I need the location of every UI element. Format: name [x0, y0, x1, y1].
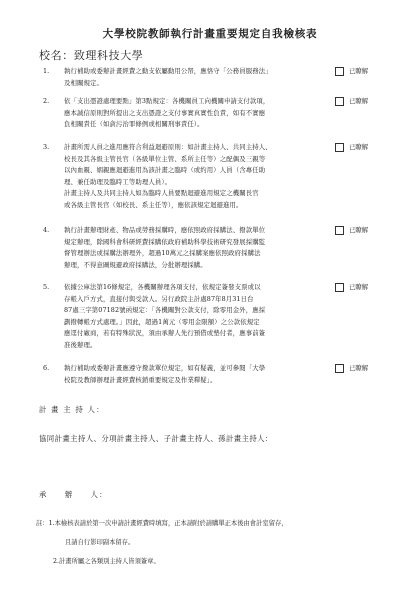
item-text: 依「支出憑證處理要點」第3點規定：各機關員工向機關申請支付款項， 應本誠信原則對所提出之支出憑證之支付事實真實性負責，如有不實應 負相關責任（如貪污治罪條例或相關刑事責任）。 [64, 97, 270, 128]
checkbox-box[interactable] [335, 143, 344, 152]
understood-checkbox[interactable] [335, 364, 385, 374]
item-text: 依據公庫法第16條規定，各機關辦理各項支付，依規定簽發支票或以 存帳入戶方式，直接付與受款人。另行政院主計處87年8月31日台 87處三字第07182號函規定：「各機關對公款支付，除零用金外，應採 劃撥轉帳方式處理。」因此，超過1萬元（零用金限額）之公款依規定 應逕付廠商，若有特殊狀況，須由承辦人先行預借或墊付者，應事前簽 准後辦理。 [64, 283, 266, 349]
item-number: 3. [43, 143, 50, 151]
understood-checkbox[interactable] [335, 283, 385, 293]
pi-signature-label: 計 畫 主 持 人： [39, 405, 105, 414]
checkbox-box[interactable] [335, 283, 344, 292]
school-name: 致理科技大學 [73, 49, 144, 62]
school-line [39, 47, 143, 63]
item-text: 計畫所需人員之進用應符合利益迴避原則：如計畫主持人、共同主持人、 校長及其各級主管長官（各級單位主管、系所主任等）之配偶及三親等 以內血親、姻親應迴避進用為該計畫之臨時（或約用）人員（含專任助 理、兼任助理及臨時工等助理人員）。 計畫主持人及共同主持人如為臨時人員要點迴避進用規定之機關長官 或各級主管長官（如校長、系主任等），應依該規定迴避進用。 [64, 143, 272, 209]
handler-signature-label: 承 辦 人： [39, 490, 108, 499]
checkbox-box[interactable] [335, 67, 344, 76]
checkbox-box[interactable] [335, 97, 344, 106]
document-title: 大學校院教師執行計畫重要規定自我檢核表 [102, 28, 318, 40]
checkbox-box[interactable] [335, 226, 344, 235]
item-text: 執行計畫辦理財產、物品或勞務採購時，應依照政府採購法、撥款單位 規定辦理，除國科會科研經費採購依政府補助科學技術研究發展採購監 督管理辦法或採購法辦理外，超過10萬元之採購案應依照政府採購法 辦理，不得意圖規避政府採購法，分批辦理採購。 [64, 226, 266, 269]
item-number: 6. [43, 364, 50, 372]
school-label: 校名： [39, 49, 74, 62]
checkbox-label: 已瞭解 [349, 226, 369, 234]
understood-checkbox[interactable] [335, 143, 385, 153]
item-text: 執行補助或委辦計畫經費之動支依屬動用公帑，應恪守「公務員服務法」 及相關規定。 [64, 67, 272, 87]
checkbox-label: 已瞭解 [349, 67, 369, 75]
item-number: 2. [43, 97, 50, 105]
checkbox-label: 已瞭解 [349, 143, 369, 151]
note-line-3: 2.計畫所屬之各類別主持人皆須簽章。 [53, 558, 160, 565]
understood-checkbox[interactable] [335, 67, 385, 77]
checkbox-label: 已瞭解 [349, 97, 369, 105]
item-text: 執行補助或委辦計畫應遵守撥款單位規定，如有疑義，並可參閱「大學 校院及教師辦理計畫經費核銷重要規定及作業釋疑」。 [64, 364, 266, 384]
understood-checkbox[interactable] [335, 226, 385, 236]
co-pi-signature-label: 協同計畫主持人、分項計畫主持人、子計畫主持人、孫計畫主持人： [39, 434, 273, 443]
item-number: 1. [43, 67, 50, 75]
item-number: 4. [43, 226, 50, 234]
note-line-1: 註：1.本檢核表請於第一次申請計畫經費時填寫，正本請附於請購單正本後由會計室留存， [36, 520, 288, 527]
item-number: 5. [43, 283, 50, 291]
checkbox-box[interactable] [335, 364, 344, 373]
understood-checkbox[interactable] [335, 97, 385, 107]
checkbox-label: 已瞭解 [349, 283, 369, 291]
checkbox-label: 已瞭解 [349, 364, 369, 372]
note-line-2: 且請自行影印副本留存。 [65, 539, 135, 546]
